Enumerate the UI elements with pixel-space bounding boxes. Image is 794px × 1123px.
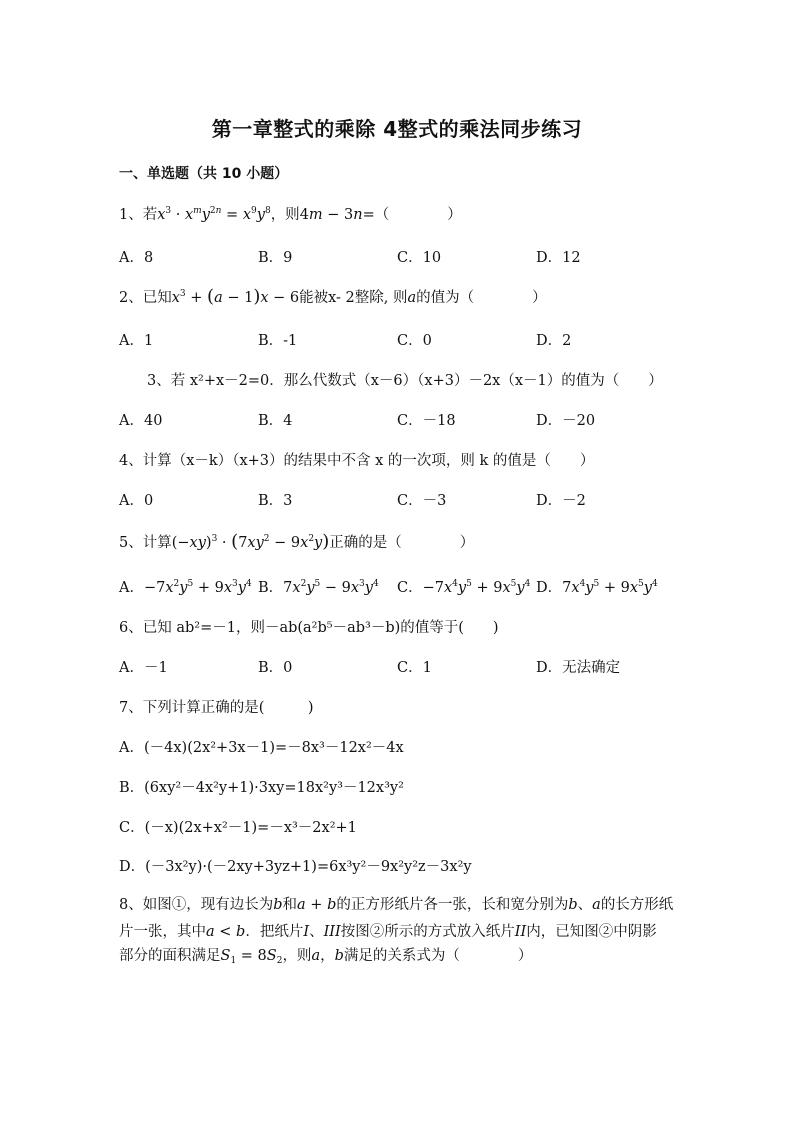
q6-option-d[interactable]: D．无法确定 <box>536 660 621 676</box>
question-2-blank: 的值为（ ） <box>416 290 547 306</box>
question-5: 5、计算$(-xy)^3 \cdot (7xy^2 - 9x^2y)$正确的是（ ） <box>119 531 475 552</box>
q6-option-a[interactable]: A．－1 <box>119 660 168 676</box>
q4-option-d[interactable]: D．－2 <box>536 493 586 509</box>
q5-option-a[interactable]: A．$-7x^2y^5 + 9x^3y^4$ <box>119 579 252 596</box>
question-1-text: ，则 <box>270 207 300 223</box>
question-8-line-2: 片一张，其中a < b．把纸片I、III按图②所示的方式放入纸片II内，已知图②中阴影 <box>119 924 657 940</box>
q2-option-b[interactable]: B．-1 <box>258 333 298 349</box>
q7-option-a[interactable]: A．(－4x)(2x²+3x－1)=－8x³－12x²－4x <box>119 740 404 756</box>
q1-option-a[interactable]: A．8 <box>119 250 154 266</box>
question-1: 1、若$x^3 \cdot x^my^{2n} = x^9y^8$，则4m − 3n=（ ） <box>119 206 462 223</box>
q3-option-b[interactable]: B．4 <box>258 413 293 429</box>
question-2-text-2: 整除, 则 <box>354 290 408 306</box>
question-7: 7、下列计算正确的是( ) <box>119 700 314 716</box>
question-5-text: 正确的是（ ） <box>329 535 475 551</box>
question-2: 2、已知$x^3 + (a - 1)x - 6$能被x- 2整除, 则a的值为（ ） <box>119 286 547 307</box>
question-2-text: 能被 <box>299 290 329 306</box>
q7-option-b[interactable]: B．(6xy²－4x²y+1)·3xy=18x²y³－12x³y² <box>119 780 404 796</box>
question-1-number: 1、若 <box>119 207 158 223</box>
q4-option-b[interactable]: B．3 <box>258 493 293 509</box>
section-heading: 一、单选题（共 10 小题） <box>119 166 289 182</box>
q7-option-d[interactable]: D．(－3x²y)·(－2xy+3yz+1)=6x³y²－9x²y²z－3x²y <box>119 859 472 875</box>
q2-option-d[interactable]: D．2 <box>536 333 572 349</box>
q2-option-a[interactable]: A．1 <box>119 333 154 349</box>
question-4: 4、计算（x－k）（x+3）的结果中不含 x 的一次项，则 k 的值是（ ） <box>119 453 595 469</box>
question-3: 3、若 x²+x－2=0．那么代数式（x－6）（x+3）－2x（x－1）的值为（ ） <box>147 373 663 389</box>
q5-option-b[interactable]: B．$7x^2y^5 - 9x^3y^4$ <box>258 579 379 596</box>
question-2-divisor: x- 2 <box>328 290 355 306</box>
q3-option-a[interactable]: A．40 <box>119 413 163 429</box>
q6-option-c[interactable]: C．1 <box>397 660 432 676</box>
question-2-number: 2、已知 <box>119 290 172 306</box>
q4-option-c[interactable]: C．－3 <box>397 493 447 509</box>
q5-option-d[interactable]: D．$7x^4y^5 + 9x^5y^4$ <box>536 579 658 596</box>
q5-option-c[interactable]: C．$-7x^4y^5 + 9x^5y^4$ <box>397 579 531 596</box>
question-8-line-3: 部分的面积满足$S_1 = 8S_2$，则a，b满足的关系式为（ ） <box>119 948 533 966</box>
q7-option-c[interactable]: C．(－x)(2x+x²－1)=－x³－2x²+1 <box>119 820 357 836</box>
question-5-number: 5、计算 <box>119 535 172 551</box>
q3-option-d[interactable]: D．－20 <box>536 413 596 429</box>
q3-option-c[interactable]: C．－18 <box>397 413 456 429</box>
q1-option-c[interactable]: C．10 <box>397 250 442 266</box>
question-8-line-1: 8、如图①，现有边长为b和a + b的正方形纸片各一张，长和宽分别为b、a的长方形纸 <box>119 897 674 913</box>
q2-option-c[interactable]: C．0 <box>397 333 432 349</box>
page-title: 第一章整式的乘除 4整式的乘法同步练习 <box>211 117 583 141</box>
question-1-blank: =（ ） <box>362 207 462 223</box>
q4-option-a[interactable]: A．0 <box>119 493 154 509</box>
question-6: 6、已知 ab²=－1，则－ab(a²b⁵－ab³－b)的值等于( ) <box>119 620 499 636</box>
q1-option-b[interactable]: B．9 <box>258 250 293 266</box>
q6-option-b[interactable]: B．0 <box>258 660 293 676</box>
q1-option-d[interactable]: D．12 <box>536 250 581 266</box>
